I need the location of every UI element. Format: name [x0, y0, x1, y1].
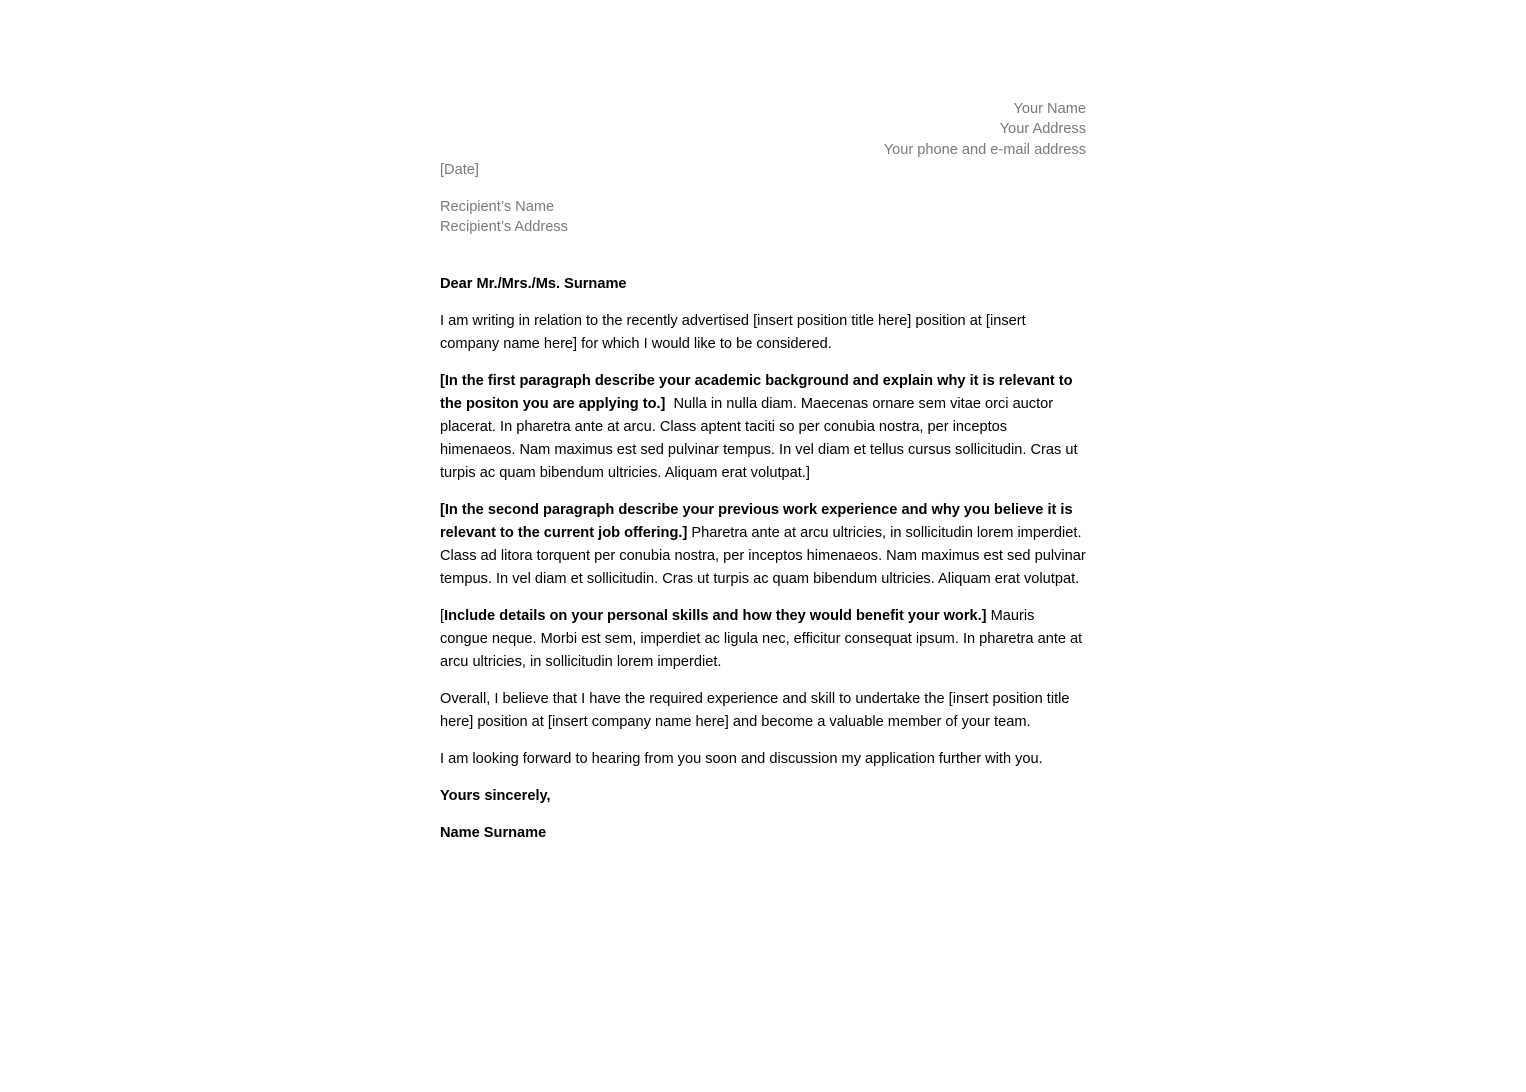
signature-name: Name Surname [440, 825, 547, 842]
sender-contact: Your phone and e-mail address [883, 141, 1086, 158]
closing: Yours sincerely, [440, 788, 551, 805]
overall-paragraph: Overall, I believe that I have the required experience and skill to undertake the [insert position title here] position at [insert company name here] and become a valuable member of your team. [440, 691, 1070, 731]
experience-paragraph-body: Pharetra ante at arcu ultricies, in sollicitudin lorem imperdiet. Class ad litora torquent per conubia nostra, per inceptos himenaeos. Nam maximus est sed pulvinar tempus. In vel diam et sollicitudin. Cras ut turpis ac quam bibendum ultricies. Aliquam erat volutpat. [440, 525, 1086, 588]
letter-date: [Date] [440, 162, 479, 179]
skills-paragraph-heading: Include details on your personal skills and how they would benefit your work.] [444, 608, 987, 625]
sender-address: Your Address [999, 121, 1086, 138]
recipient-block [440, 197, 1086, 238]
academic-paragraph-heading: [In the first paragraph describe your academic background and explain why it is relevant to the positon you are applying to.] [440, 373, 1073, 413]
sender-name: Your Name [1013, 101, 1086, 117]
recipient-name: Recipient’s Name [440, 198, 555, 215]
academic-paragraph-body: Nulla in nulla diam. Maecenas ornare sem vitae orci auctor placerat. In pharetra ante at arcu. Class aptent taciti so per conubia nostra, per inceptos himenaeos. Nam maximus est sed pulvinar tempus. In vel diam et tellus cursus sollicitudin. Cras ut turpis ac quam bibendum ultricies. Aliquam erat volutpat.] [440, 396, 1082, 482]
sender-block [440, 99, 1086, 160]
academic-paragraph [440, 370, 1086, 485]
experience-paragraph [440, 499, 1086, 591]
looking-forward-paragraph: I am looking forward to hearing from you soon and discussion my application further with you. [440, 751, 1043, 768]
skills-paragraph [440, 605, 1086, 674]
intro-paragraph: I am writing in relation to the recently advertised [insert position title here] position at [insert company name here] for which I would like to be considered. [440, 313, 1026, 353]
experience-paragraph-heading: [In the second paragraph describe your previous work experience and why you believe it is relevant to the current job offering.] [440, 502, 1073, 542]
skills-paragraph-bracket: [ [440, 608, 445, 625]
salutation: Dear Mr./Mrs./Ms. Surname [440, 276, 627, 293]
recipient-address: Recipient’s Address [440, 219, 568, 236]
skills-paragraph-body: Mauris congue neque. Morbi est sem, imperdiet ac ligula nec, efficitur consequat ipsum. In pharetra ante at arcu ultricies, in sollicitudin lorem imperdiet. [440, 608, 1083, 671]
cover-letter [440, 99, 1086, 859]
